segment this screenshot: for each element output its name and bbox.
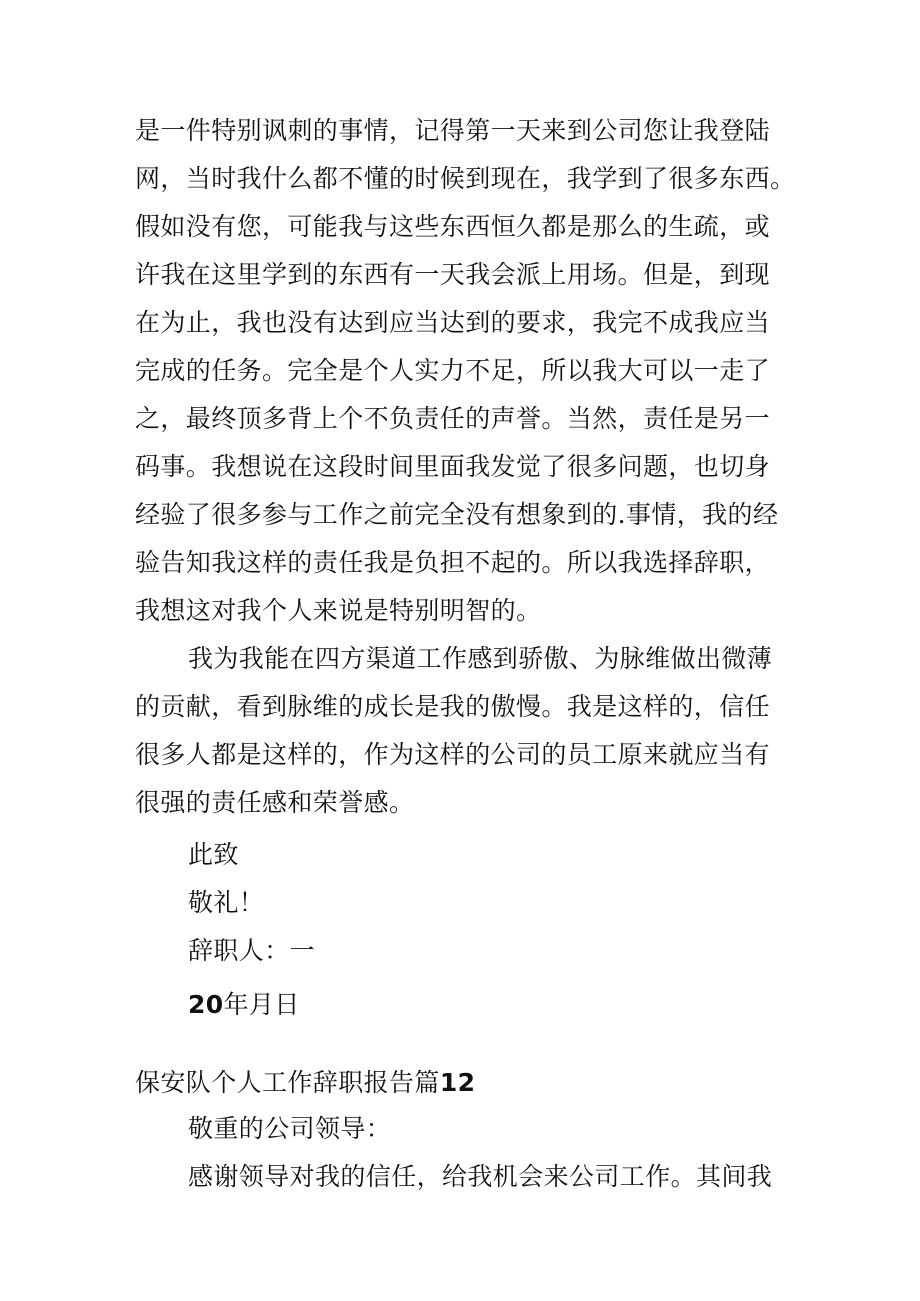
text-line: 很多人都是这样的，作为这样的公司的员工原来就应当有: [135, 740, 771, 769]
text-line: 很强的责任感和荣誉感。: [135, 788, 415, 817]
text-line: 感谢领导对我的信任，给我机会来公司工作。其间我: [188, 1162, 773, 1191]
section-number: 12: [439, 1068, 476, 1097]
text-line: 完成的任务。完全是个人实力不足，所以我大可以一走了: [135, 356, 771, 385]
signature-line: 辞职人：一: [188, 936, 316, 965]
text-line: 的贡献，看到脉维的成长是我的傲慢。我是这样的，信任: [135, 692, 771, 721]
text-line: 我为我能在四方渠道工作感到骄傲、为脉维做出微薄: [188, 644, 773, 673]
date-year: 20: [188, 990, 224, 1019]
text-line: 网，当时我什么都不懂的时候到现在，我学到了很多东西。: [135, 164, 796, 193]
text-line: 验告知我这样的责任我是负担不起的。所以我选择辞职，: [135, 548, 771, 577]
text-line: 假如没有您，可能我与这些东西恒久都是那么的生疏，或: [135, 212, 771, 241]
text-line: 在为止，我也没有达到应当达到的要求，我完不成我应当: [135, 308, 771, 337]
date-line: [188, 990, 300, 1020]
text-line: 是一件特别讽刺的事情，记得第一天来到公司您让我登陆: [135, 116, 771, 145]
greeting-line: 敬重的公司领导：: [188, 1114, 392, 1143]
closing-regards: 敬礼！: [188, 888, 265, 917]
closing-salutation: 此致: [188, 840, 239, 869]
section-heading-text: 保安队个人工作辞职报告篇: [135, 1068, 440, 1097]
text-line: 之，最终顶多背上个不负责任的声誉。当然，责任是另一: [135, 404, 771, 433]
text-line: 经验了很多参与工作之前完全没有想象到的.事情，我的经: [135, 500, 779, 529]
text-line: 我想这对我个人来说是特别明智的。: [135, 596, 542, 625]
date-suffix: 年月日: [223, 990, 300, 1019]
text-line: 许我在这里学到的东西有一天我会派上用场。但是，到现: [135, 260, 771, 289]
section-heading: [135, 1068, 475, 1098]
text-line: 码事。我想说在这段时间里面我发觉了很多问题，也切身: [135, 452, 771, 481]
